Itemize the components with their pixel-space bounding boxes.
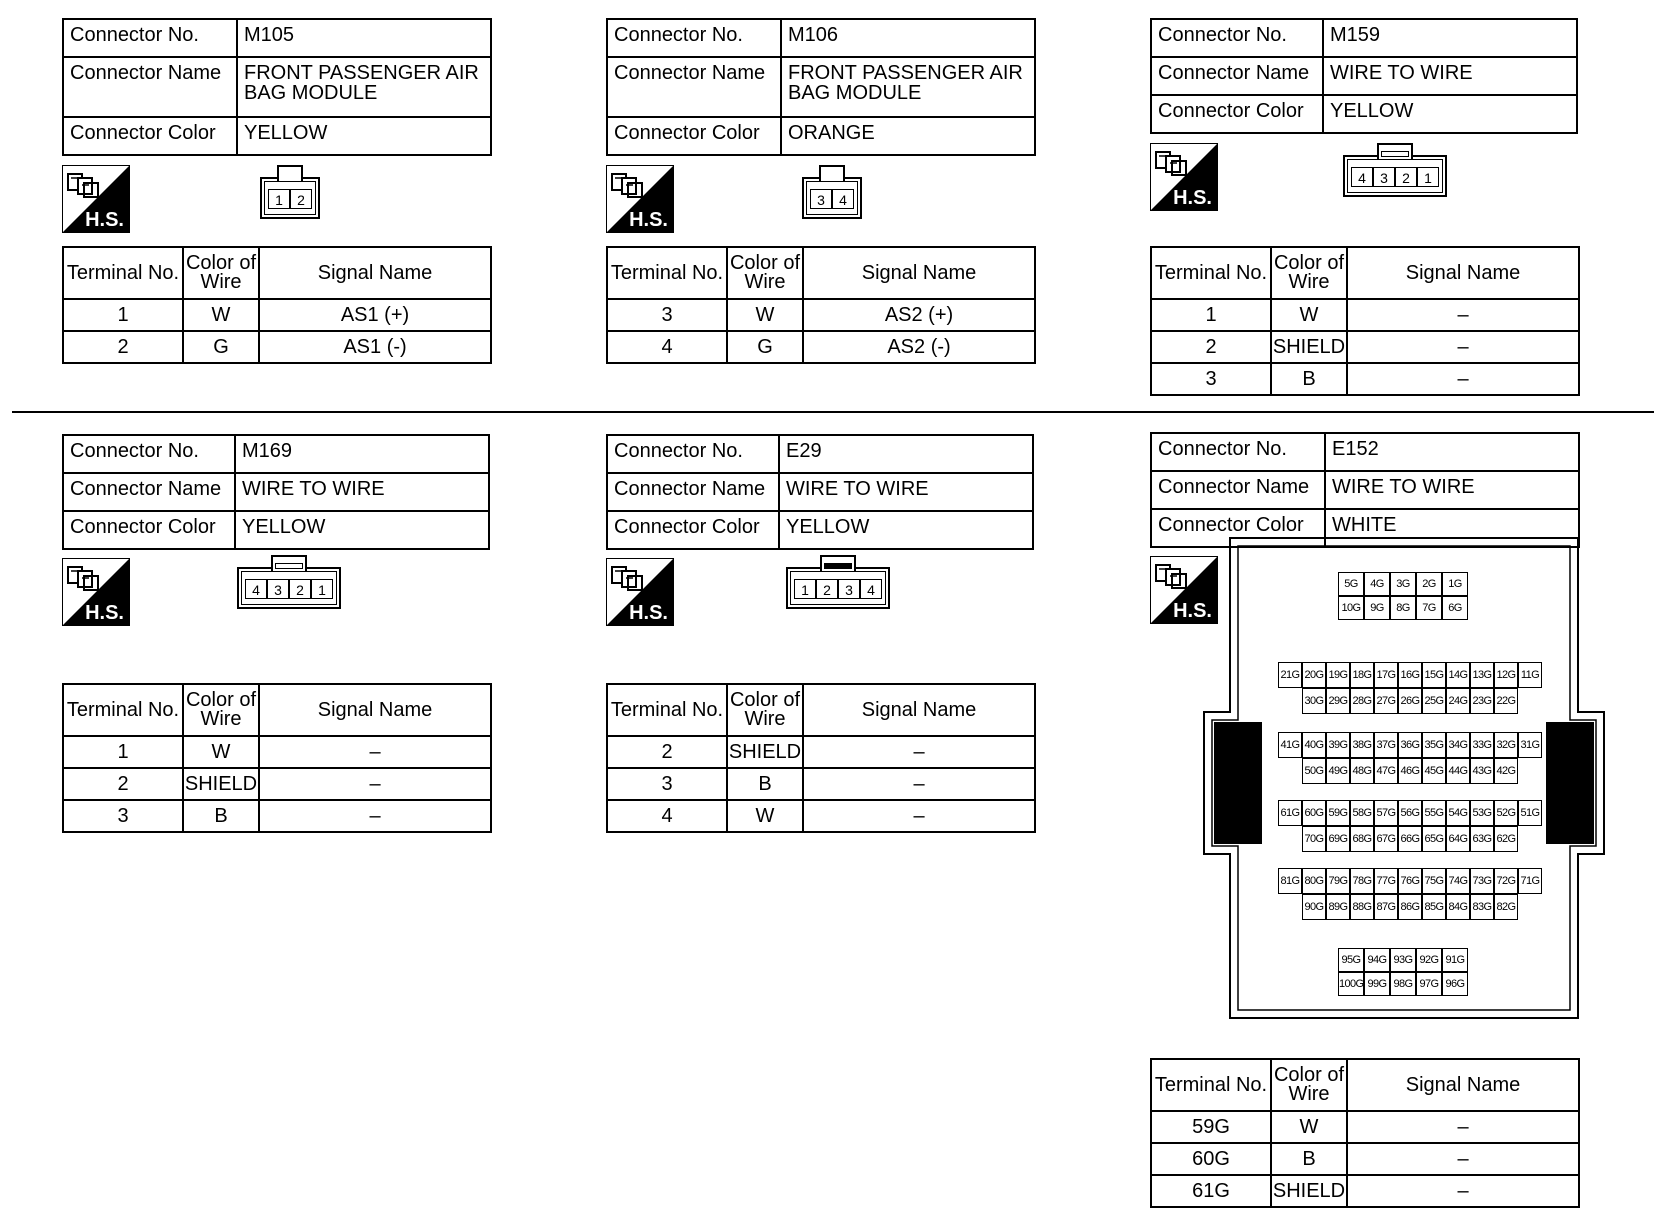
connector-no-label: Connector No. (63, 435, 235, 473)
terminal-pin: 16G (1398, 662, 1422, 688)
connector-color-label: Connector Color (607, 511, 779, 549)
terminal-table (1150, 246, 1580, 396)
terminal-pin: 54G (1446, 800, 1470, 826)
terminal-pin: 4 (1351, 167, 1373, 187)
terminal-no: 4 (607, 331, 727, 363)
terminal-pin: 57G (1374, 800, 1398, 826)
terminal-pin: 34G (1446, 732, 1470, 758)
terminal-pin: 4G (1364, 572, 1390, 596)
terminal-pin: 98G (1390, 972, 1416, 996)
terminal-pin: 51G (1518, 800, 1542, 826)
connector-face (786, 555, 890, 611)
signal-name-header: Signal Name (259, 247, 491, 299)
info-row-connector-color (63, 511, 489, 549)
terminal-pin: 53G (1470, 800, 1494, 826)
terminal-pin: 35G (1422, 732, 1446, 758)
connector-name-value: WIRE TO WIRE (235, 473, 489, 511)
terminal-no: 3 (607, 768, 727, 800)
info-row-connector-color (607, 117, 1035, 155)
terminal-no-header: Terminal No. (1151, 247, 1271, 299)
terminal-table-header (607, 684, 1035, 736)
terminal-pin: 3 (1373, 167, 1395, 187)
wire-color: G (727, 331, 803, 363)
signal-name: – (1347, 1175, 1579, 1207)
connector-color-label: Connector Color (1151, 95, 1323, 133)
signal-name: – (1347, 1143, 1579, 1175)
connector-info-table (62, 434, 490, 550)
terminal-pin: 1 (268, 189, 290, 209)
terminal-row (63, 736, 491, 768)
terminal-pin: 4 (245, 579, 267, 599)
terminal-pin: 64G (1446, 826, 1470, 852)
signal-name: – (259, 800, 491, 832)
terminal-pin: 47G (1374, 758, 1398, 784)
hs-label: H.S. (1173, 187, 1212, 209)
hs-label: H.S. (85, 602, 124, 624)
info-row-connector-no (63, 435, 489, 473)
terminal-no: 1 (63, 299, 183, 331)
terminal-pin: 1 (794, 579, 816, 599)
terminal-row (63, 299, 491, 331)
terminal-no: 1 (1151, 299, 1271, 331)
terminal-pin: 77G (1374, 868, 1398, 894)
terminal-pin: 82G (1494, 894, 1518, 920)
terminal-pin: 91G (1442, 948, 1468, 972)
harness-side-icon (606, 165, 674, 233)
connector-name-label: Connector Name (1151, 57, 1323, 95)
connector-no-label: Connector No. (607, 435, 779, 473)
terminal-row (63, 331, 491, 363)
terminal-no: 1 (63, 736, 183, 768)
wire-color: B (183, 800, 259, 832)
terminal-no-header: Terminal No. (63, 684, 183, 736)
hs-label: H.S. (629, 602, 668, 624)
terminal-pin: 1 (311, 579, 333, 599)
connector-name-value: WIRE TO WIRE (1325, 471, 1579, 509)
terminal-pin: 40G (1302, 732, 1326, 758)
terminal-no: 59G (1151, 1111, 1271, 1143)
terminal-table-header (63, 684, 491, 736)
terminal-pin: 76G (1398, 868, 1422, 894)
terminal-table (606, 246, 1036, 364)
connector-color-label: Connector Color (63, 511, 235, 549)
signal-name: – (1347, 299, 1579, 331)
terminal-pin: 2G (1416, 572, 1442, 596)
terminal-no: 3 (63, 800, 183, 832)
wire-color: B (1271, 1143, 1347, 1175)
terminal-row (1151, 1143, 1579, 1175)
terminal-pin: 19G (1326, 662, 1350, 688)
signal-name-header: Signal Name (803, 684, 1035, 736)
latch-slot (824, 563, 852, 569)
terminal-pin: 1G (1442, 572, 1468, 596)
connector-color-value: ORANGE (781, 117, 1035, 155)
terminal-pin: 62G (1494, 826, 1518, 852)
terminal-pin: 83G (1470, 894, 1494, 920)
connector-no-label: Connector No. (63, 19, 237, 57)
terminal-row (607, 768, 1035, 800)
info-row-connector-no (1151, 19, 1577, 57)
signal-name: – (1347, 331, 1579, 363)
terminal-pin: 18G (1350, 662, 1374, 688)
connector-info-table (62, 18, 492, 156)
terminal-pin: 2 (289, 579, 311, 599)
terminal-no: 3 (607, 299, 727, 331)
connector-face (802, 165, 862, 221)
wire-color: W (183, 299, 259, 331)
signal-name-header: Signal Name (803, 247, 1035, 299)
terminal-pin: 25G (1422, 688, 1446, 714)
terminal-no: 4 (607, 800, 727, 832)
terminal-pin: 86G (1398, 894, 1422, 920)
terminal-pin: 90G (1302, 894, 1326, 920)
terminal-no: 3 (1151, 363, 1271, 395)
connector-name-value: WIRE TO WIRE (1323, 57, 1577, 95)
terminal-pin: 87G (1374, 894, 1398, 920)
terminal-row (607, 800, 1035, 832)
terminal-no: 60G (1151, 1143, 1271, 1175)
terminal-table-header (1151, 1059, 1579, 1111)
terminal-pin: 23G (1470, 688, 1494, 714)
connector-color-value: YELLOW (1323, 95, 1577, 133)
signal-name: – (803, 768, 1035, 800)
signal-name: AS1 (-) (259, 331, 491, 363)
terminal-pin: 94G (1364, 948, 1390, 972)
terminal-table (1150, 1058, 1580, 1208)
info-row-connector-name (1151, 471, 1579, 509)
terminal-pin: 21G (1278, 662, 1302, 688)
terminal-table (62, 246, 492, 364)
terminal-pin: 39G (1326, 732, 1350, 758)
connector-no-value: M159 (1323, 19, 1577, 57)
terminal-pin: 38G (1350, 732, 1374, 758)
info-row-connector-no (63, 19, 491, 57)
terminal-row (607, 331, 1035, 363)
terminal-row (63, 768, 491, 800)
connector-name-label: Connector Name (63, 57, 237, 117)
terminal-pin: 93G (1390, 948, 1416, 972)
connector-no-value: E29 (779, 435, 1033, 473)
signal-name: AS1 (+) (259, 299, 491, 331)
terminal-pin: 96G (1442, 972, 1468, 996)
terminal-no-header: Terminal No. (1151, 1059, 1271, 1111)
terminal-pin: 67G (1374, 826, 1398, 852)
terminal-no-header: Terminal No. (607, 247, 727, 299)
connector-no-value: M105 (237, 19, 491, 57)
terminal-row (607, 299, 1035, 331)
terminal-pin: 30G (1302, 688, 1326, 714)
terminal-pin: 50G (1302, 758, 1326, 784)
info-row-connector-color (607, 511, 1033, 549)
wire-color: SHIELD (1271, 331, 1347, 363)
terminal-pin: 99G (1364, 972, 1390, 996)
connector-no-label: Connector No. (607, 19, 781, 57)
terminal-no: 2 (63, 768, 183, 800)
connector-name-value: FRONT PASSENGER AIR BAG MODULE (237, 57, 491, 117)
info-row-connector-color (63, 117, 491, 155)
terminal-pin: 46G (1398, 758, 1422, 784)
terminal-pin: 28G (1350, 688, 1374, 714)
wire-color: B (727, 768, 803, 800)
connector-info-table (1150, 432, 1580, 548)
wire-color: SHIELD (183, 768, 259, 800)
terminal-no: 2 (1151, 331, 1271, 363)
terminal-no-header: Terminal No. (607, 684, 727, 736)
terminal-pin: 79G (1326, 868, 1350, 894)
latch-slot (1381, 151, 1409, 157)
signal-name: AS2 (+) (803, 299, 1035, 331)
wire-color-header: Color of Wire (183, 684, 259, 736)
hs-label: H.S. (629, 209, 668, 231)
terminal-pin: 20G (1302, 662, 1326, 688)
wire-color-header: Color of Wire (727, 684, 803, 736)
connector-name-label: Connector Name (1151, 471, 1325, 509)
terminal-pin: 52G (1494, 800, 1518, 826)
terminal-row (1151, 1175, 1579, 1207)
connector-name-label: Connector Name (607, 473, 779, 511)
terminal-row (1151, 363, 1579, 395)
terminal-pin: 8G (1390, 596, 1416, 620)
terminal-pin: 63G (1470, 826, 1494, 852)
terminal-pin: 7G (1416, 596, 1442, 620)
terminal-row (1151, 331, 1579, 363)
wire-color: SHIELD (1271, 1175, 1347, 1207)
terminal-pin: 71G (1518, 868, 1542, 894)
terminal-pin: 49G (1326, 758, 1350, 784)
latch-slot (275, 563, 303, 569)
terminal-pin: 6G (1442, 596, 1468, 620)
hs-label: H.S. (1173, 600, 1212, 622)
connector-no-value: M169 (235, 435, 489, 473)
terminal-row (63, 800, 491, 832)
connector-name-value: WIRE TO WIRE (779, 473, 1033, 511)
terminal-no: 2 (63, 331, 183, 363)
terminal-pin: 5G (1338, 572, 1364, 596)
terminal-pin: 4 (832, 189, 854, 209)
connector-no-value: E152 (1325, 433, 1579, 471)
connector-info-table (606, 434, 1034, 550)
connector-face (260, 165, 320, 221)
connector-info-table (1150, 18, 1578, 134)
info-row-connector-name (607, 473, 1033, 511)
terminal-pin: 3G (1390, 572, 1416, 596)
info-row-connector-no (607, 435, 1033, 473)
terminal-pin: 85G (1422, 894, 1446, 920)
terminal-pin: 36G (1398, 732, 1422, 758)
terminal-pin: 32G (1494, 732, 1518, 758)
terminal-pin: 100G (1338, 972, 1364, 996)
harness-side-icon (606, 558, 674, 626)
info-row-connector-name (1151, 57, 1577, 95)
terminal-pin: 58G (1350, 800, 1374, 826)
connector-face (1343, 143, 1447, 199)
wire-color: G (183, 331, 259, 363)
terminal-pin: 74G (1446, 868, 1470, 894)
wire-color: W (183, 736, 259, 768)
terminal-pin: 3 (838, 579, 860, 599)
terminal-pin: 95G (1338, 948, 1364, 972)
terminal-no: 2 (607, 736, 727, 768)
terminal-pin: 61G (1278, 800, 1302, 826)
terminal-pin: 2 (1395, 167, 1417, 187)
terminal-pin: 70G (1302, 826, 1326, 852)
terminal-pin: 22G (1494, 688, 1518, 714)
terminal-pin: 69G (1326, 826, 1350, 852)
terminal-pin: 60G (1302, 800, 1326, 826)
hs-label: H.S. (85, 209, 124, 231)
terminal-row (1151, 299, 1579, 331)
terminal-pin: 44G (1446, 758, 1470, 784)
terminal-table (62, 683, 492, 833)
terminal-pin: 9G (1364, 596, 1390, 620)
wire-color-header: Color of Wire (727, 247, 803, 299)
terminal-pin: 78G (1350, 868, 1374, 894)
terminal-pin: 80G (1302, 868, 1326, 894)
connector-no-label: Connector No. (1151, 433, 1325, 471)
terminal-pin: 29G (1326, 688, 1350, 714)
terminal-pin: 27G (1374, 688, 1398, 714)
terminal-pin: 37G (1374, 732, 1398, 758)
signal-name-header: Signal Name (259, 684, 491, 736)
connector-color-value: WHITE (1325, 509, 1579, 547)
terminal-pin: 72G (1494, 868, 1518, 894)
connector-color-value: YELLOW (237, 117, 491, 155)
terminal-pin: 3 (810, 189, 832, 209)
wire-color: W (727, 299, 803, 331)
connector-no-value: M106 (781, 19, 1035, 57)
terminal-pin: 31G (1518, 732, 1542, 758)
signal-name: – (259, 768, 491, 800)
connector-no-label: Connector No. (1151, 19, 1323, 57)
terminal-pin: 88G (1350, 894, 1374, 920)
terminal-pin: 43G (1470, 758, 1494, 784)
terminal-pin: 92G (1416, 948, 1442, 972)
terminal-no: 61G (1151, 1175, 1271, 1207)
signal-name-header: Signal Name (1347, 247, 1579, 299)
signal-name: – (259, 736, 491, 768)
signal-name: – (1347, 363, 1579, 395)
terminal-pin: 13G (1470, 662, 1494, 688)
terminal-pin: 59G (1326, 800, 1350, 826)
signal-name: – (803, 736, 1035, 768)
terminal-pin: 48G (1350, 758, 1374, 784)
wire-color: W (1271, 1111, 1347, 1143)
terminal-pin: 41G (1278, 732, 1302, 758)
harness-side-icon (1150, 143, 1218, 211)
terminal-pin: 4 (860, 579, 882, 599)
connector-name-label: Connector Name (607, 57, 781, 117)
terminal-pin: 33G (1470, 732, 1494, 758)
wire-color: B (1271, 363, 1347, 395)
terminal-pin: 3 (267, 579, 289, 599)
terminal-pin: 68G (1350, 826, 1374, 852)
terminal-pin: 81G (1278, 868, 1302, 894)
terminal-pin: 10G (1338, 596, 1364, 620)
terminal-pin: 45G (1422, 758, 1446, 784)
wire-color: W (727, 800, 803, 832)
info-row-connector-no (607, 19, 1035, 57)
terminal-no-header: Terminal No. (63, 247, 183, 299)
terminal-pin: 97G (1416, 972, 1442, 996)
terminal-pin: 14G (1446, 662, 1470, 688)
harness-side-icon (62, 165, 130, 233)
info-row-connector-no (1151, 433, 1579, 471)
wire-color-header: Color of Wire (1271, 1059, 1347, 1111)
terminal-pin: 15G (1422, 662, 1446, 688)
info-row-connector-name (63, 473, 489, 511)
terminal-table-header (63, 247, 491, 299)
terminal-row (607, 736, 1035, 768)
connector-name-value: FRONT PASSENGER AIR BAG MODULE (781, 57, 1035, 117)
info-row-connector-color (1151, 95, 1577, 133)
terminal-pin: 12G (1494, 662, 1518, 688)
terminal-pin: 42G (1494, 758, 1518, 784)
terminal-pin: 11G (1518, 662, 1542, 688)
terminal-pin: 84G (1446, 894, 1470, 920)
terminal-pin: 55G (1422, 800, 1446, 826)
info-row-connector-name (63, 57, 491, 117)
terminal-pin: 89G (1326, 894, 1350, 920)
connector-color-label: Connector Color (63, 117, 237, 155)
signal-name: AS2 (-) (803, 331, 1035, 363)
wire-color-header: Color of Wire (183, 247, 259, 299)
section-divider (12, 411, 1654, 413)
connector-color-value: YELLOW (235, 511, 489, 549)
connector-info-table (606, 18, 1036, 156)
terminal-row (1151, 1111, 1579, 1143)
terminal-pin: 24G (1446, 688, 1470, 714)
terminal-pin: 2 (816, 579, 838, 599)
connector-name-label: Connector Name (63, 473, 235, 511)
signal-name: – (1347, 1111, 1579, 1143)
harness-side-icon (62, 558, 130, 626)
connector-face (237, 555, 341, 611)
terminal-pin: 73G (1470, 868, 1494, 894)
terminal-table-header (1151, 247, 1579, 299)
signal-name-header: Signal Name (1347, 1059, 1579, 1111)
wire-color: SHIELD (727, 736, 803, 768)
terminal-pin: 1 (1417, 167, 1439, 187)
terminal-pin: 75G (1422, 868, 1446, 894)
terminal-table (606, 683, 1036, 833)
connector-latch (819, 165, 845, 181)
terminal-pin: 2 (290, 189, 312, 209)
connector-color-label: Connector Color (1151, 509, 1325, 547)
connector-color-value: YELLOW (779, 511, 1033, 549)
terminal-pin: 56G (1398, 800, 1422, 826)
terminal-pin: 17G (1374, 662, 1398, 688)
terminal-table-header (607, 247, 1035, 299)
wire-color-header: Color of Wire (1271, 247, 1347, 299)
connector-color-label: Connector Color (607, 117, 781, 155)
connector-face-large (1180, 538, 1600, 1028)
connector-latch (277, 165, 303, 181)
terminal-pin: 65G (1422, 826, 1446, 852)
signal-name: – (803, 800, 1035, 832)
info-row-connector-name (607, 57, 1035, 117)
wire-color: W (1271, 299, 1347, 331)
terminal-pin: 66G (1398, 826, 1422, 852)
terminal-pin: 26G (1398, 688, 1422, 714)
